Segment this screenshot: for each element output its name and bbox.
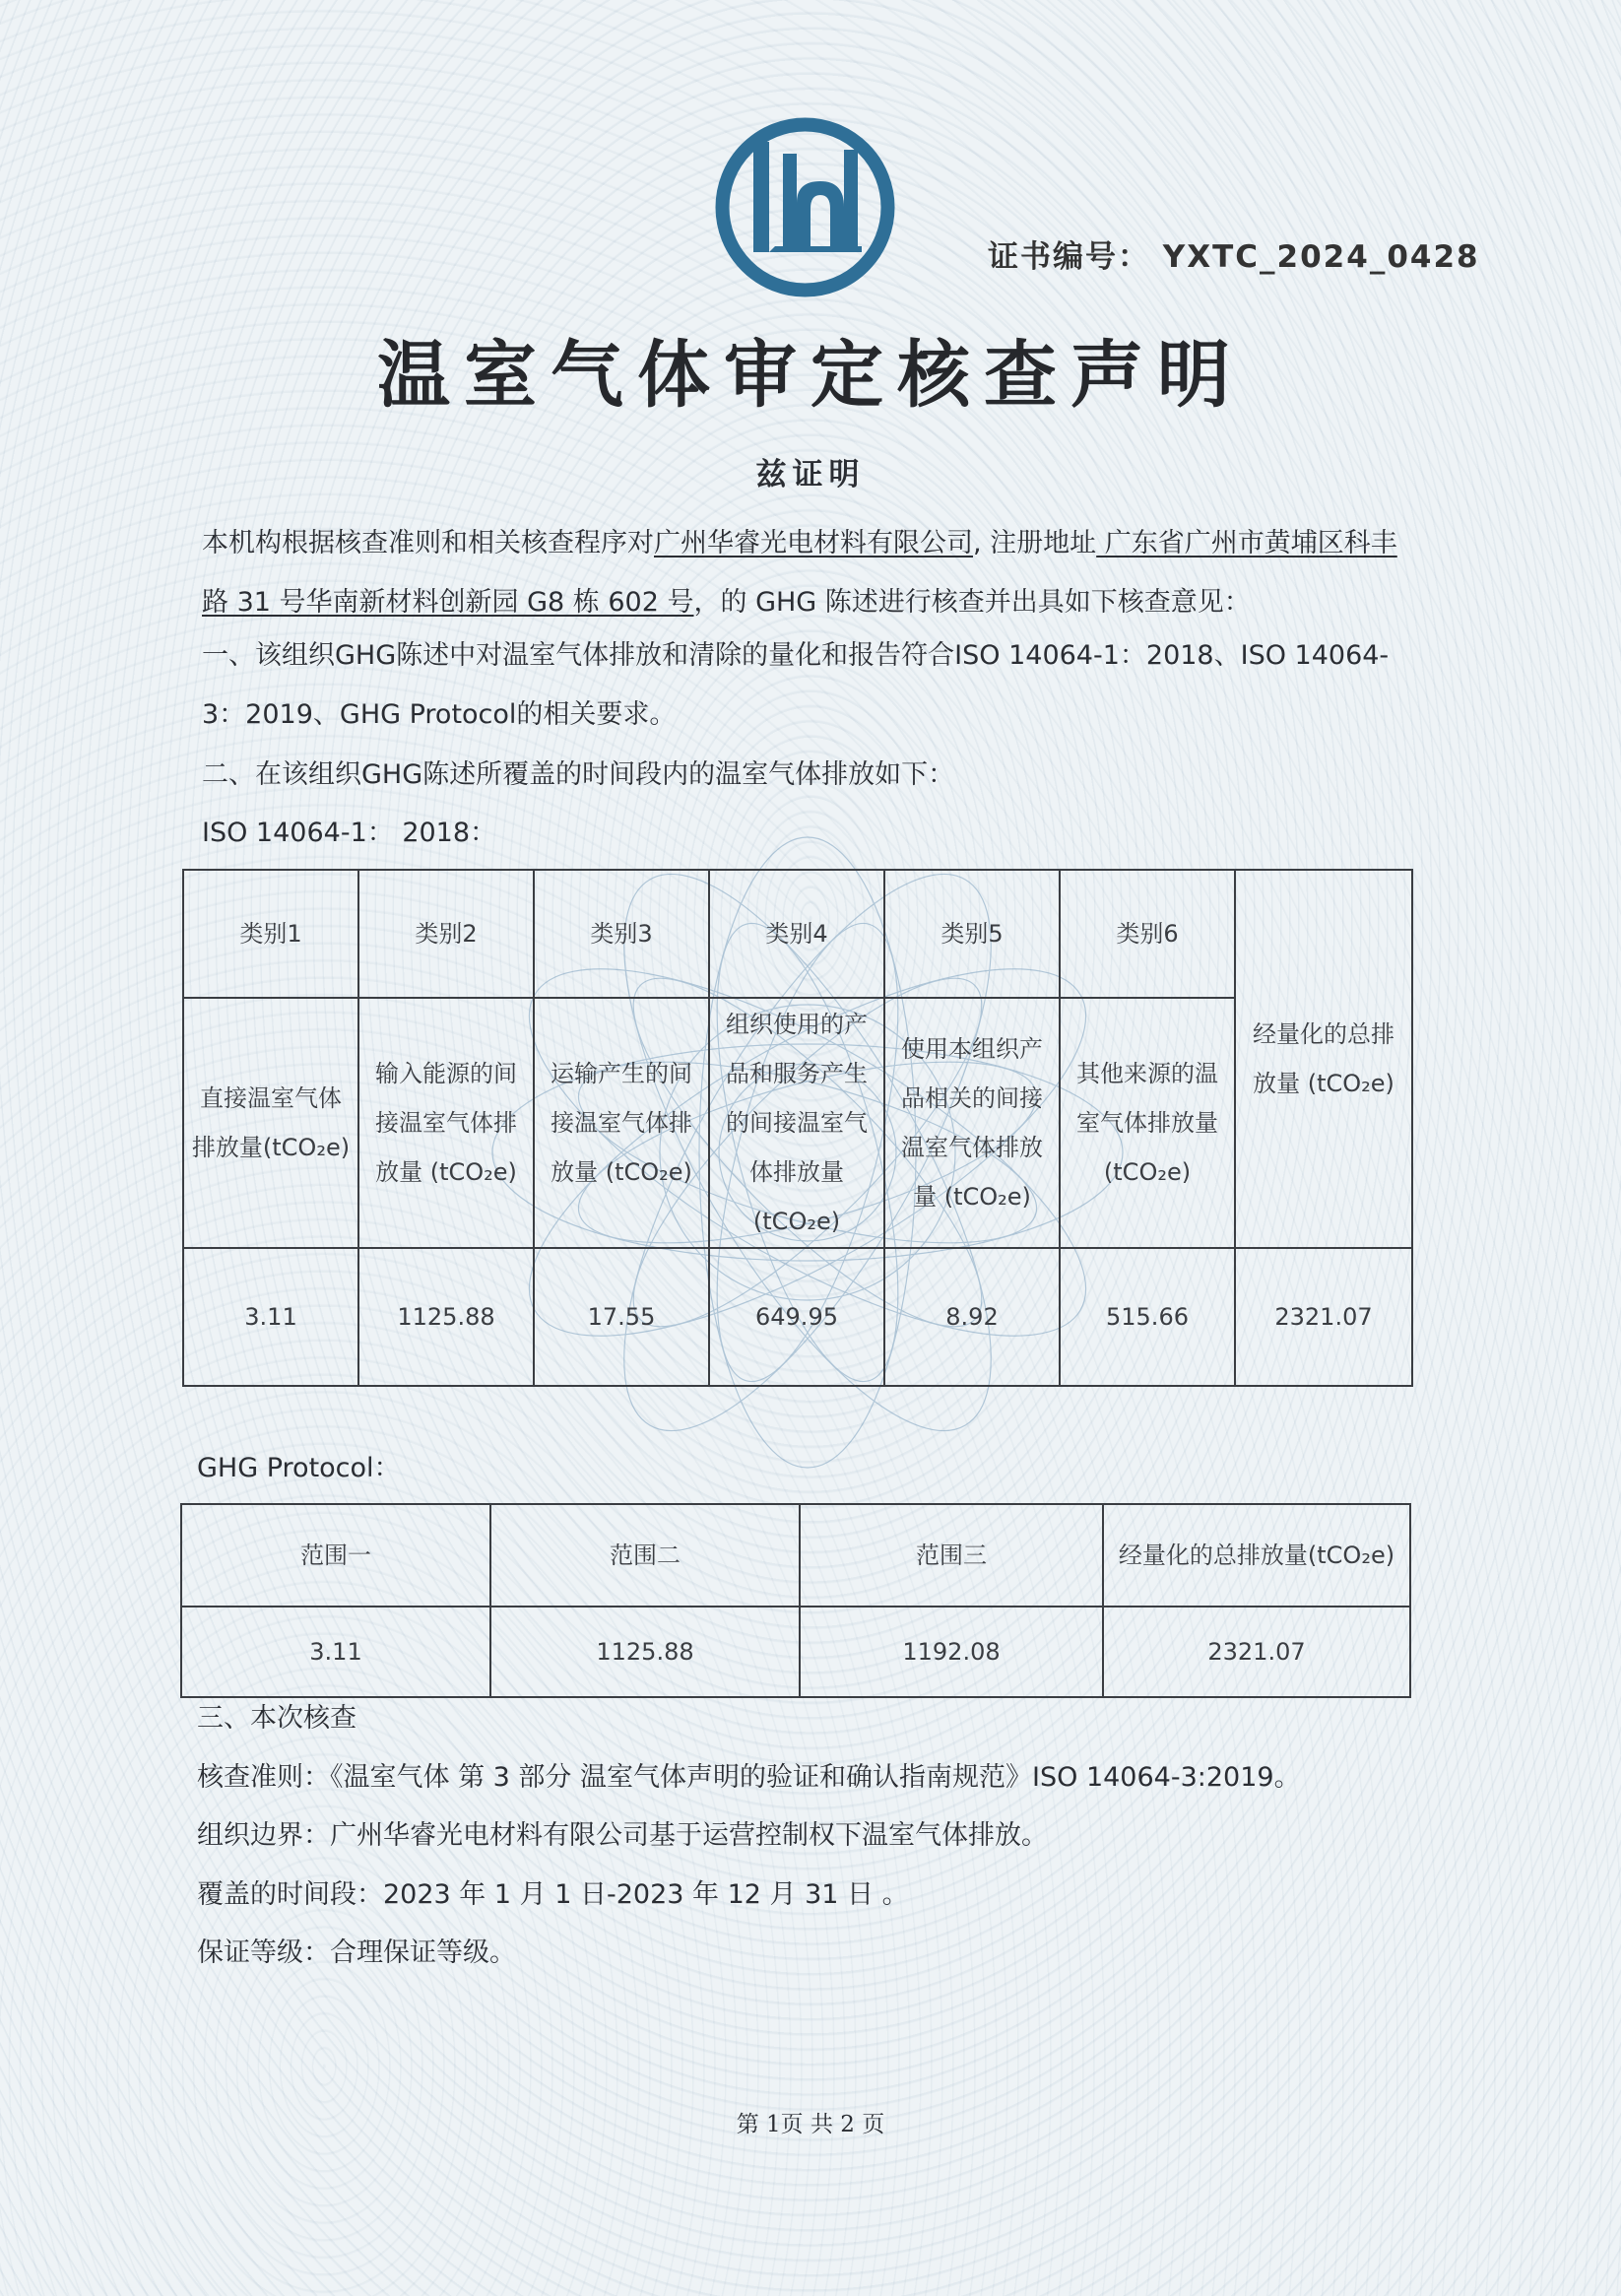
- item-three-heading: 三、本次核查: [197, 1703, 357, 1734]
- coverage-period: 覆盖的时间段：2023 年 1 月 1 日-2023 年 12 月 31 日 。: [197, 1879, 909, 1910]
- ghg-protocol-label: GHG Protocol：: [197, 1453, 401, 1483]
- desc-category-1: 直接温室气体排放量(tCO₂e): [183, 998, 358, 1248]
- value-scope-1: 3.11: [181, 1607, 490, 1697]
- lh-circle-logo-icon: [714, 116, 896, 298]
- table-description-row: [183, 998, 1412, 1248]
- item-two-heading: 二、在该组织GHG陈述所覆盖的时间段内的温室气体排放如下：: [202, 759, 955, 790]
- value-category-2: 1125.88: [358, 1248, 534, 1386]
- intro-text-b: , 注册地址: [973, 528, 1097, 558]
- page-number: 第 1页 共 2 页: [736, 2112, 885, 2137]
- document-subtitle: 兹证明: [755, 457, 866, 492]
- iso-standard-label: ISO 14064-1： 2018：: [202, 818, 497, 848]
- scope-header-row: [181, 1504, 1410, 1607]
- header-category-4: 类别4: [709, 870, 884, 998]
- value-scope-total: 2321.07: [1103, 1607, 1410, 1697]
- header-scope-2: 范围二: [490, 1504, 800, 1607]
- table-header-row: [183, 870, 1412, 998]
- value-category-6: 515.66: [1060, 1248, 1235, 1386]
- value-scope-3: 1192.08: [800, 1607, 1103, 1697]
- header-category-2: 类别2: [358, 870, 534, 998]
- ghg-protocol-table: [180, 1503, 1411, 1698]
- desc-category-4: 组织使用的产品和服务产生的间接温室气体排放量(tCO₂e): [709, 998, 884, 1248]
- desc-category-3: 运输产生的间接温室气体排放量 (tCO₂e): [534, 998, 709, 1248]
- header-scope-3: 范围三: [800, 1504, 1103, 1607]
- desc-category-6: 其他来源的温室气体排放量(tCO₂e): [1060, 998, 1235, 1248]
- intro-paragraph: [202, 514, 1403, 632]
- verification-criteria: 核查准则：《温室气体 第 3 部分 温室气体声明的验证和确认指南规范》ISO 14064-3:2019。: [197, 1762, 1301, 1793]
- item-one-paragraph: 一、该组织GHG陈述中对温室气体排放和清除的量化和报告符合ISO 14064-1：2018、ISO 14064-3：2019、GHG Protocol的相关要求。: [202, 640, 1390, 730]
- value-category-5: 8.92: [884, 1248, 1060, 1386]
- intro-text-a: 本机构根据核查准则和相关核查程序对: [202, 528, 654, 558]
- value-scope-2: 1125.88: [490, 1607, 800, 1697]
- header-category-5: 类别5: [884, 870, 1060, 998]
- header-category-3: 类别3: [534, 870, 709, 998]
- registered-address: 广东省广州市黄埔区科丰路 31 号华南新材料创新园 G8 栋 602 号: [202, 528, 1397, 618]
- header-scope-1: 范围一: [181, 1504, 490, 1607]
- company-name: 广州华睿光电材料有限公司: [654, 528, 973, 558]
- certificate-number-value: YXTC_2024_0428: [1162, 239, 1480, 275]
- header-scope-total: 经量化的总排放量(tCO₂e): [1103, 1504, 1410, 1607]
- certificate-number-label: 证书编号：: [988, 239, 1150, 275]
- organization-boundary: 组织边界：广州华睿光电材料有限公司基于运营控制权下温室气体排放。: [197, 1820, 1048, 1851]
- scope-value-row: [181, 1607, 1410, 1697]
- value-category-3: 17.55: [534, 1248, 709, 1386]
- document-title: 温室气体审定核查声明: [377, 333, 1244, 418]
- iso-emission-table: [182, 869, 1413, 1387]
- desc-category-2: 输入能源的间接温室气体排放量 (tCO₂e): [358, 998, 534, 1248]
- table-value-row: [183, 1248, 1412, 1386]
- value-category-4: 649.95: [709, 1248, 884, 1386]
- header-total-emissions: 经量化的总排放量 (tCO₂e): [1235, 870, 1412, 1248]
- value-total: 2321.07: [1235, 1248, 1412, 1386]
- assurance-level: 保证等级：合理保证等级。: [197, 1937, 516, 1968]
- header-category-6: 类别6: [1060, 870, 1235, 998]
- header-category-1: 类别1: [183, 870, 358, 998]
- certificate-number: [988, 231, 1480, 276]
- desc-category-5: 使用本组织产品相关的间接温室气体排放量 (tCO₂e): [884, 998, 1060, 1248]
- value-category-1: 3.11: [183, 1248, 358, 1386]
- intro-text-c: ，的 GHG 陈述进行核查并出具如下核查意见：: [693, 587, 1251, 618]
